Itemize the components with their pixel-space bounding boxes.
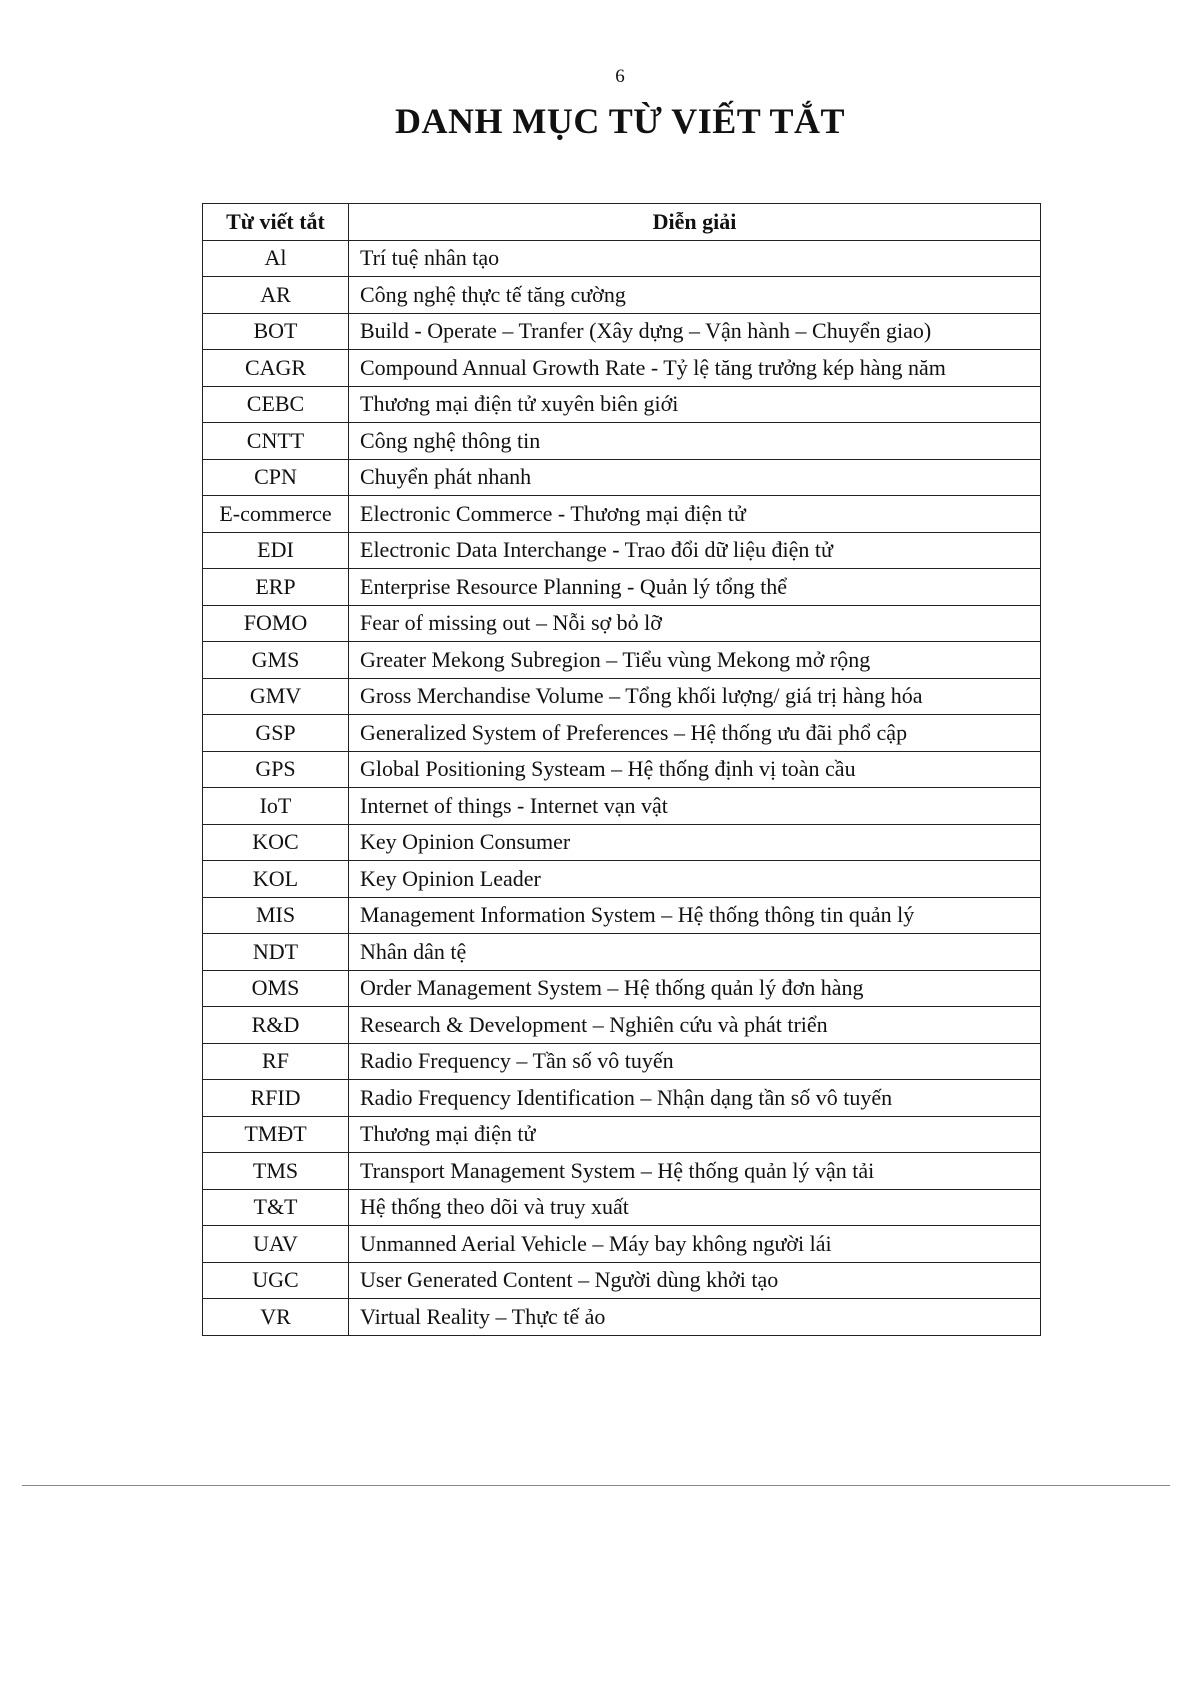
abbreviation-cell: GMV [203,678,349,715]
explanation-cell: Internet of things - Internet vạn vật [349,788,1041,825]
table-row [203,423,1041,460]
abbreviation-cell: GPS [203,751,349,788]
abbreviation-cell: IoT [203,788,349,825]
explanation-cell: Order Management System – Hệ thống quản lý đơn hàng [349,970,1041,1007]
table-row [203,277,1041,314]
header-abbreviation: Từ viết tắt [203,204,349,241]
table-row [203,1080,1041,1117]
table-row [203,678,1041,715]
page-title: DANH MỤC TỪ VIẾT TẮT [394,101,846,141]
table-row [203,715,1041,752]
table-row [203,861,1041,898]
explanation-cell: Trí tuệ nhân tạo [349,240,1041,277]
table-row [203,934,1041,971]
explanation-cell: Research & Development – Nghiên cứu và phát triển [349,1007,1041,1044]
abbreviation-cell: Al [203,240,349,277]
abbreviation-cell: CEBC [203,386,349,423]
explanation-cell: Nhân dân tệ [349,934,1041,971]
explanation-cell: Global Positioning Systeam – Hệ thống định vị toàn cầu [349,751,1041,788]
explanation-cell: Công nghệ thực tế tăng cường [349,277,1041,314]
abbreviation-cell: FOMO [203,605,349,642]
explanation-cell: User Generated Content – Người dùng khởi tạo [349,1262,1041,1299]
abbreviation-cell: R&D [203,1007,349,1044]
explanation-cell: Gross Merchandise Volume – Tổng khối lượng/ giá trị hàng hóa [349,678,1041,715]
explanation-cell: Electronic Commerce - Thương mại điện tử [349,496,1041,533]
abbreviation-cell: UAV [203,1226,349,1263]
table-row [203,569,1041,606]
abbreviation-cell: E-commerce [203,496,349,533]
table-row [203,824,1041,861]
table-row [203,897,1041,934]
explanation-cell: Thương mại điện tử xuyên biên giới [349,386,1041,423]
abbreviation-cell: T&T [203,1189,349,1226]
table-row [203,1262,1041,1299]
table-row [203,1153,1041,1190]
table-row [203,1116,1041,1153]
abbreviation-cell: UGC [203,1262,349,1299]
abbreviation-cell: TMS [203,1153,349,1190]
explanation-cell: Radio Frequency – Tần số vô tuyến [349,1043,1041,1080]
abbreviation-cell: RFID [203,1080,349,1117]
abbreviation-cell: KOL [203,861,349,898]
footer-divider [22,1485,1170,1486]
explanation-cell: Compound Annual Growth Rate - Tỷ lệ tăng trưởng kép hàng năm [349,350,1041,387]
explanation-cell: Key Opinion Consumer [349,824,1041,861]
table-row [203,751,1041,788]
table-row [203,313,1041,350]
table-row [203,240,1041,277]
abbreviation-cell: BOT [203,313,349,350]
abbreviation-cell: EDI [203,532,349,569]
table-row [203,532,1041,569]
abbreviation-cell: ERP [203,569,349,606]
abbreviation-cell: KOC [203,824,349,861]
explanation-cell: Chuyển phát nhanh [349,459,1041,496]
explanation-cell: Management Information System – Hệ thống thông tin quản lý [349,897,1041,934]
table-row [203,496,1041,533]
abbreviation-cell: GMS [203,642,349,679]
abbreviation-cell: NDT [203,934,349,971]
explanation-cell: Virtual Reality – Thực tế ảo [349,1299,1041,1336]
abbreviation-cell: RF [203,1043,349,1080]
explanation-cell: Greater Mekong Subregion – Tiểu vùng Mekong mở rộng [349,642,1041,679]
abbreviation-cell: TMĐT [203,1116,349,1153]
abbreviation-cell: CPN [203,459,349,496]
table-row [203,788,1041,825]
table-row [203,642,1041,679]
explanation-cell: Unmanned Aerial Vehicle – Máy bay không người lái [349,1226,1041,1263]
explanation-cell: Fear of missing out – Nỗi sợ bỏ lỡ [349,605,1041,642]
explanation-cell: Electronic Data Interchange - Trao đổi dữ liệu điện tử [349,532,1041,569]
explanation-cell: Radio Frequency Identification – Nhận dạng tần số vô tuyến [349,1080,1041,1117]
table-row [203,1007,1041,1044]
table-row [203,459,1041,496]
explanation-cell: Build - Operate – Tranfer (Xây dựng – Vận hành – Chuyển giao) [349,313,1041,350]
abbreviation-cell: CAGR [203,350,349,387]
abbreviation-cell: OMS [203,970,349,1007]
abbreviation-cell: MIS [203,897,349,934]
table-row [203,350,1041,387]
explanation-cell: Key Opinion Leader [349,861,1041,898]
table-row [203,970,1041,1007]
table-row [203,1226,1041,1263]
abbreviation-cell: AR [203,277,349,314]
table-body [203,240,1041,1335]
explanation-cell: Enterprise Resource Planning - Quản lý tổng thể [349,569,1041,606]
abbreviation-cell: VR [203,1299,349,1336]
explanation-cell: Hệ thống theo dõi và truy xuất [349,1189,1041,1226]
table-row [203,1043,1041,1080]
header-explanation: Diễn giải [349,204,1041,241]
abbreviation-cell: GSP [203,715,349,752]
table-row [203,386,1041,423]
explanation-cell: Generalized System of Preferences – Hệ thống ưu đãi phổ cập [349,715,1041,752]
page-number: 6 [615,66,625,87]
table-row [203,1189,1041,1226]
table-header-row [203,204,1041,241]
explanation-cell: Thương mại điện tử [349,1116,1041,1153]
explanation-cell: Công nghệ thông tin [349,423,1041,460]
abbreviation-cell: CNTT [203,423,349,460]
table-row [203,605,1041,642]
explanation-cell: Transport Management System – Hệ thống quản lý vận tải [349,1153,1041,1190]
table-row [203,1299,1041,1336]
abbreviation-table [202,203,1041,1336]
